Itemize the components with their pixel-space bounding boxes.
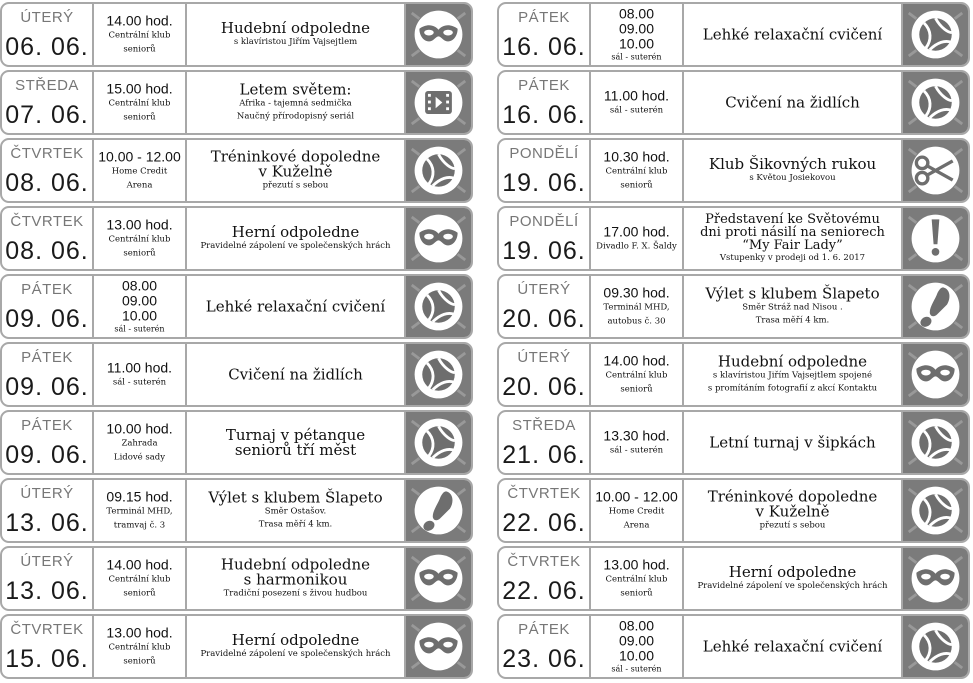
event-cell [187, 616, 406, 677]
event-date: 20. 06. [502, 373, 586, 401]
date-cell [2, 4, 94, 65]
event-info [687, 95, 898, 110]
icon-cell [406, 344, 471, 405]
event-row [0, 70, 473, 135]
mask-icon [903, 344, 968, 405]
ball-icon [903, 412, 968, 473]
icon-cell [903, 412, 968, 473]
icon-cell [903, 208, 968, 269]
event-title: Turnaj v pétanque seniorů tří měst [225, 425, 366, 459]
date-cell [499, 4, 591, 65]
time-place [94, 489, 185, 532]
event-row [0, 478, 473, 543]
ball-icon [903, 480, 968, 541]
ball-icon [903, 4, 968, 65]
event-title: Cvičení na židlích [228, 365, 363, 383]
event-cell [684, 412, 903, 473]
icon-cell [903, 72, 968, 133]
event-title: Hudební odpoledne s harmonikou [220, 555, 371, 588]
time-cell [94, 208, 187, 269]
date-cell [499, 412, 591, 473]
event-title: Letní turnaj v šipkách [709, 433, 876, 451]
mask-icon [903, 548, 968, 609]
event-subtitle: Vstupenky v prodeji od 1. 6. 2017 [719, 252, 866, 263]
time-cell [591, 276, 684, 337]
event-time: 14.00 hod. [106, 12, 173, 28]
time-place [94, 81, 185, 124]
day-name: PONDĚLÍ [509, 145, 579, 162]
day-name: STŘEDA [15, 77, 79, 94]
time-place [591, 149, 682, 192]
event-place: sál - suterén [609, 105, 664, 115]
event-time: 13.30 hod. [603, 427, 670, 443]
event-row [497, 138, 970, 203]
event-title: Klub Šikovných rukou [708, 154, 877, 173]
time-cell [94, 616, 187, 677]
event-title: Lehké relaxační cvičení [702, 25, 883, 43]
day-name: ÚTERÝ [517, 349, 571, 366]
event-time: 10.30 hod. [603, 148, 670, 164]
event-cell [684, 548, 903, 609]
day-name: ČTVRTEK [507, 553, 581, 570]
time-cell [591, 480, 684, 541]
time-place [94, 217, 185, 260]
event-time: 09.30 hod. [603, 284, 670, 300]
event-subtitle: s klavíristou Jiřím Vajsejtlem spojené [712, 370, 873, 380]
time-place [94, 149, 185, 192]
time-cell [591, 72, 684, 133]
event-time: 10.00 [618, 35, 655, 51]
date-cell [2, 276, 94, 337]
day-name: ČTVRTEK [507, 485, 581, 502]
date-cell [499, 480, 591, 541]
event-info [687, 354, 898, 395]
date-cell [2, 616, 94, 677]
event-info [190, 82, 401, 123]
event-info [190, 149, 401, 192]
time-cell [591, 412, 684, 473]
event-place: sál - suterén [609, 445, 664, 455]
event-place: seniorů [123, 656, 156, 666]
event-time: 10.00 - 12.00 [98, 148, 181, 164]
event-date: 13. 06. [5, 509, 89, 537]
event-place: Centrální klub [108, 30, 171, 40]
event-time: 09.00 [618, 632, 655, 648]
time-cell [591, 548, 684, 609]
time-place [591, 557, 682, 600]
icon-cell [406, 208, 471, 269]
day-name: ÚTERÝ [20, 9, 74, 26]
icon-cell [406, 72, 471, 133]
event-row [497, 70, 970, 135]
event-info [190, 18, 401, 49]
date-cell [2, 208, 94, 269]
time-cell [94, 412, 187, 473]
event-place: Centrální klub [108, 574, 171, 584]
event-time: 10.00 [121, 307, 158, 323]
event-cell [684, 616, 903, 677]
event-time: 09.00 [618, 20, 655, 36]
event-time: 09.15 hod. [106, 488, 173, 504]
event-place: seniorů [123, 112, 156, 122]
icon-cell [903, 616, 968, 677]
event-place: Terminál MHD, [106, 506, 173, 516]
event-time: 13.00 hod. [106, 216, 173, 232]
event-time: 15.00 hod. [106, 80, 173, 96]
exclamation-icon [903, 208, 968, 269]
date-cell [499, 208, 591, 269]
time-place [94, 13, 185, 56]
event-time: 08.00 [618, 617, 655, 633]
event-row [0, 138, 473, 203]
event-place: Arena [623, 520, 650, 530]
time-cell [94, 72, 187, 133]
event-place: autobus č. 30 [607, 316, 666, 326]
event-cell [684, 276, 903, 337]
icon-cell [406, 548, 471, 609]
time-place [94, 557, 185, 600]
day-name: ÚTERÝ [20, 553, 74, 570]
event-date: 09. 06. [5, 441, 89, 469]
day-name: ÚTERÝ [517, 281, 571, 298]
film-icon [406, 72, 471, 133]
event-time: 17.00 hod. [603, 223, 670, 239]
date-cell [499, 140, 591, 201]
day-name: ČTVRTEK [10, 621, 84, 638]
event-info [687, 562, 898, 593]
event-subtitle: s promítáním fotografií z akcí Kontaktu [707, 383, 878, 393]
event-info [190, 630, 401, 661]
event-date: 07. 06. [5, 101, 89, 129]
time-cell [591, 140, 684, 201]
event-time: 11.00 hod. [106, 359, 173, 375]
icon-cell [903, 548, 968, 609]
time-place [591, 6, 682, 63]
event-row [497, 478, 970, 543]
time-place [591, 285, 682, 328]
time-cell [94, 276, 187, 337]
event-cell [187, 4, 406, 65]
event-time: 09.00 [121, 292, 158, 308]
event-place: sál - suterén [114, 324, 165, 333]
date-cell [2, 412, 94, 473]
event-place: Centrální klub [605, 574, 668, 584]
event-place: Zahrada [121, 438, 158, 448]
event-subtitle: přezutí s sebou [262, 180, 329, 190]
event-date: 13. 06. [5, 577, 89, 605]
event-time: 10.00 hod. [106, 420, 173, 436]
event-row [0, 206, 473, 271]
event-info [190, 367, 401, 382]
event-cell [684, 344, 903, 405]
event-cell [684, 4, 903, 65]
event-subtitle: Afrika - tajemná sedmička [239, 98, 352, 108]
event-title: Herní odpoledne [231, 222, 360, 241]
icon-cell [903, 344, 968, 405]
event-time: 14.00 hod. [106, 556, 173, 572]
event-subtitle: Trasa měří 4 km. [258, 519, 333, 529]
date-cell [2, 548, 94, 609]
icon-cell [406, 616, 471, 677]
event-time: 10.00 [618, 647, 655, 663]
event-cell [684, 72, 903, 133]
event-date: 08. 06. [5, 169, 89, 197]
icon-cell [406, 140, 471, 201]
icon-cell [406, 412, 471, 473]
shoe-icon [903, 276, 968, 337]
event-date: 16. 06. [502, 101, 586, 129]
icon-cell [903, 4, 968, 65]
event-row [497, 614, 970, 679]
ball-icon [406, 344, 471, 405]
date-cell [499, 276, 591, 337]
event-info [687, 489, 898, 532]
ball-icon [903, 616, 968, 677]
event-time: 13.00 hod. [106, 624, 173, 640]
time-cell [94, 4, 187, 65]
event-title: Výlet s klubem Šlapeto [705, 284, 880, 302]
mask-icon [406, 4, 471, 65]
event-date: 23. 06. [502, 645, 586, 673]
event-date: 16. 06. [502, 33, 586, 61]
event-time: 10.00 - 12.00 [595, 488, 678, 504]
event-date: 22. 06. [502, 509, 586, 537]
event-title: Hudební odpoledne [717, 352, 868, 370]
event-title: Cvičení na židlích [725, 93, 860, 111]
time-place [591, 224, 682, 253]
event-cell [187, 548, 406, 609]
event-place: Centrální klub [605, 370, 668, 380]
event-place: seniorů [620, 588, 653, 598]
event-date: 19. 06. [502, 169, 586, 197]
time-cell [94, 140, 187, 201]
event-row [0, 2, 473, 67]
event-title: Herní odpoledne [728, 562, 857, 581]
event-place: Arena [126, 180, 153, 190]
event-title: Hudební odpoledne [220, 18, 371, 37]
time-place [94, 421, 185, 464]
date-cell [499, 72, 591, 133]
event-row [497, 342, 970, 407]
day-name: ČTVRTEK [10, 145, 84, 162]
event-place: sál - suterén [611, 52, 662, 61]
day-name: STŘEDA [512, 417, 576, 434]
event-time: 08.00 [618, 5, 655, 21]
event-subtitle: Směr Ostašov. [264, 506, 327, 516]
event-place: sál - suterén [611, 664, 662, 673]
event-cell [684, 140, 903, 201]
event-title: Představení ke Světovému dni proti násilí na seniorech “My Fair Lady” [700, 211, 885, 253]
time-place [591, 618, 682, 675]
event-info [687, 213, 898, 265]
event-title: Lehké relaxační cvičení [702, 637, 883, 655]
date-cell [499, 344, 591, 405]
day-name: ÚTERÝ [20, 485, 74, 502]
event-row [497, 546, 970, 611]
event-place: seniorů [123, 44, 156, 54]
icon-cell [903, 140, 968, 201]
event-place: seniorů [123, 588, 156, 598]
event-row [0, 614, 473, 679]
mask-icon [406, 548, 471, 609]
event-subtitle: Pravidelné zápolení ve společenských hrách [200, 648, 391, 659]
event-place: seniorů [620, 384, 653, 394]
day-name: PÁTEK [21, 349, 73, 366]
event-date: 21. 06. [502, 441, 586, 469]
event-cell [684, 208, 903, 269]
event-row [497, 206, 970, 271]
event-place: Divadlo F. X. Šaldy [596, 241, 677, 251]
scissors-icon [903, 140, 968, 201]
time-cell [94, 344, 187, 405]
time-cell [591, 344, 684, 405]
event-place: Home Credit [111, 166, 168, 176]
event-title: Tréninkové dopoledne v Kuželně [707, 487, 878, 520]
event-info [190, 490, 401, 531]
event-place: sál - suterén [112, 377, 167, 387]
time-place [94, 278, 185, 335]
icon-cell [406, 4, 471, 65]
event-cell [187, 72, 406, 133]
event-subtitle: Pravidelné zápolení ve společenských hrách [697, 580, 888, 591]
event-time: 14.00 hod. [603, 352, 670, 368]
event-title: Herní odpoledne [231, 630, 360, 649]
ball-icon [903, 72, 968, 133]
event-time: 08.00 [121, 277, 158, 293]
date-cell [499, 616, 591, 677]
event-info [687, 154, 898, 185]
event-date: 15. 06. [5, 645, 89, 673]
event-date: 06. 06. [5, 33, 89, 61]
event-row [0, 410, 473, 475]
event-place: Lidové sady [113, 452, 166, 462]
day-name: ČTVRTEK [10, 213, 84, 230]
event-subtitle: s Květou Josiekovou [749, 172, 836, 183]
time-place [591, 428, 682, 457]
event-title: Výlet s klubem Šlapeto [208, 488, 383, 506]
mask-icon [406, 616, 471, 677]
event-info [190, 299, 401, 314]
time-place [591, 353, 682, 396]
event-title: Tréninkové dopoledne v Kuželně [210, 147, 381, 180]
event-time: 13.00 hod. [603, 556, 670, 572]
event-cell [187, 344, 406, 405]
ball-icon [406, 140, 471, 201]
date-cell [2, 72, 94, 133]
event-time: 11.00 hod. [603, 87, 670, 103]
event-cell [187, 140, 406, 201]
time-cell [94, 548, 187, 609]
time-place [591, 88, 682, 117]
event-place: Centrální klub [108, 234, 171, 244]
day-name: PÁTEK [518, 9, 570, 26]
event-subtitle: Pravidelné zápolení ve společenských hrách [200, 240, 391, 251]
event-row [497, 2, 970, 67]
event-info [687, 639, 898, 654]
event-place: tramvaj č. 3 [113, 520, 166, 530]
event-subtitle: Trasa měří 4 km. [755, 315, 830, 325]
event-date: 09. 06. [5, 373, 89, 401]
event-info [190, 425, 401, 459]
event-place: Centrální klub [108, 98, 171, 108]
time-cell [94, 480, 187, 541]
event-cell [684, 480, 903, 541]
event-subtitle: Směr Stráž nad Nisou . [742, 302, 843, 312]
time-cell [591, 616, 684, 677]
event-place: Centrální klub [605, 166, 668, 176]
icon-cell [406, 480, 471, 541]
date-cell [2, 344, 94, 405]
event-cell [187, 480, 406, 541]
ball-icon [406, 276, 471, 337]
event-date: 20. 06. [502, 305, 586, 333]
event-cell [187, 208, 406, 269]
event-title: Lehké relaxační cvičení [205, 297, 386, 315]
event-row [497, 274, 970, 339]
event-cell [187, 412, 406, 473]
date-cell [2, 480, 94, 541]
date-cell [2, 140, 94, 201]
event-row [0, 274, 473, 339]
mask-icon [406, 208, 471, 269]
event-info [190, 222, 401, 253]
event-date: 09. 06. [5, 305, 89, 333]
shoe-icon [406, 480, 471, 541]
event-place: seniorů [620, 180, 653, 190]
ball-icon [406, 412, 471, 473]
event-row [0, 342, 473, 407]
time-cell [591, 208, 684, 269]
icon-cell [903, 480, 968, 541]
event-subtitle: Tradiční posezení s živou hudbou [223, 588, 368, 598]
event-date: 19. 06. [502, 237, 586, 265]
event-title: Letem světem: [239, 80, 352, 98]
event-row [0, 546, 473, 611]
event-info [687, 435, 898, 450]
event-place: seniorů [123, 248, 156, 258]
day-name: PÁTEK [21, 281, 73, 298]
day-name: PÁTEK [21, 417, 73, 434]
event-place: Home Credit [608, 506, 665, 516]
date-cell [499, 548, 591, 609]
event-cell [187, 276, 406, 337]
event-date: 22. 06. [502, 577, 586, 605]
day-name: PÁTEK [518, 621, 570, 638]
event-subtitle: přezutí s sebou [759, 520, 826, 530]
event-info [190, 557, 401, 600]
time-place [591, 489, 682, 532]
event-place: Terminál MHD, [603, 302, 670, 312]
day-name: PONDĚLÍ [509, 213, 579, 230]
time-cell [591, 4, 684, 65]
time-place [94, 360, 185, 389]
event-subtitle: s klavíristou Jiřím Vajsejtlem [233, 36, 358, 47]
time-place [94, 625, 185, 668]
event-subtitle: Naučný přírodopisný seriál [236, 111, 355, 121]
icon-cell [406, 276, 471, 337]
icon-cell [903, 276, 968, 337]
event-info [687, 27, 898, 42]
event-row [497, 410, 970, 475]
event-info [687, 286, 898, 327]
day-name: PÁTEK [518, 77, 570, 94]
event-place: Centrální klub [108, 642, 171, 652]
event-date: 08. 06. [5, 237, 89, 265]
